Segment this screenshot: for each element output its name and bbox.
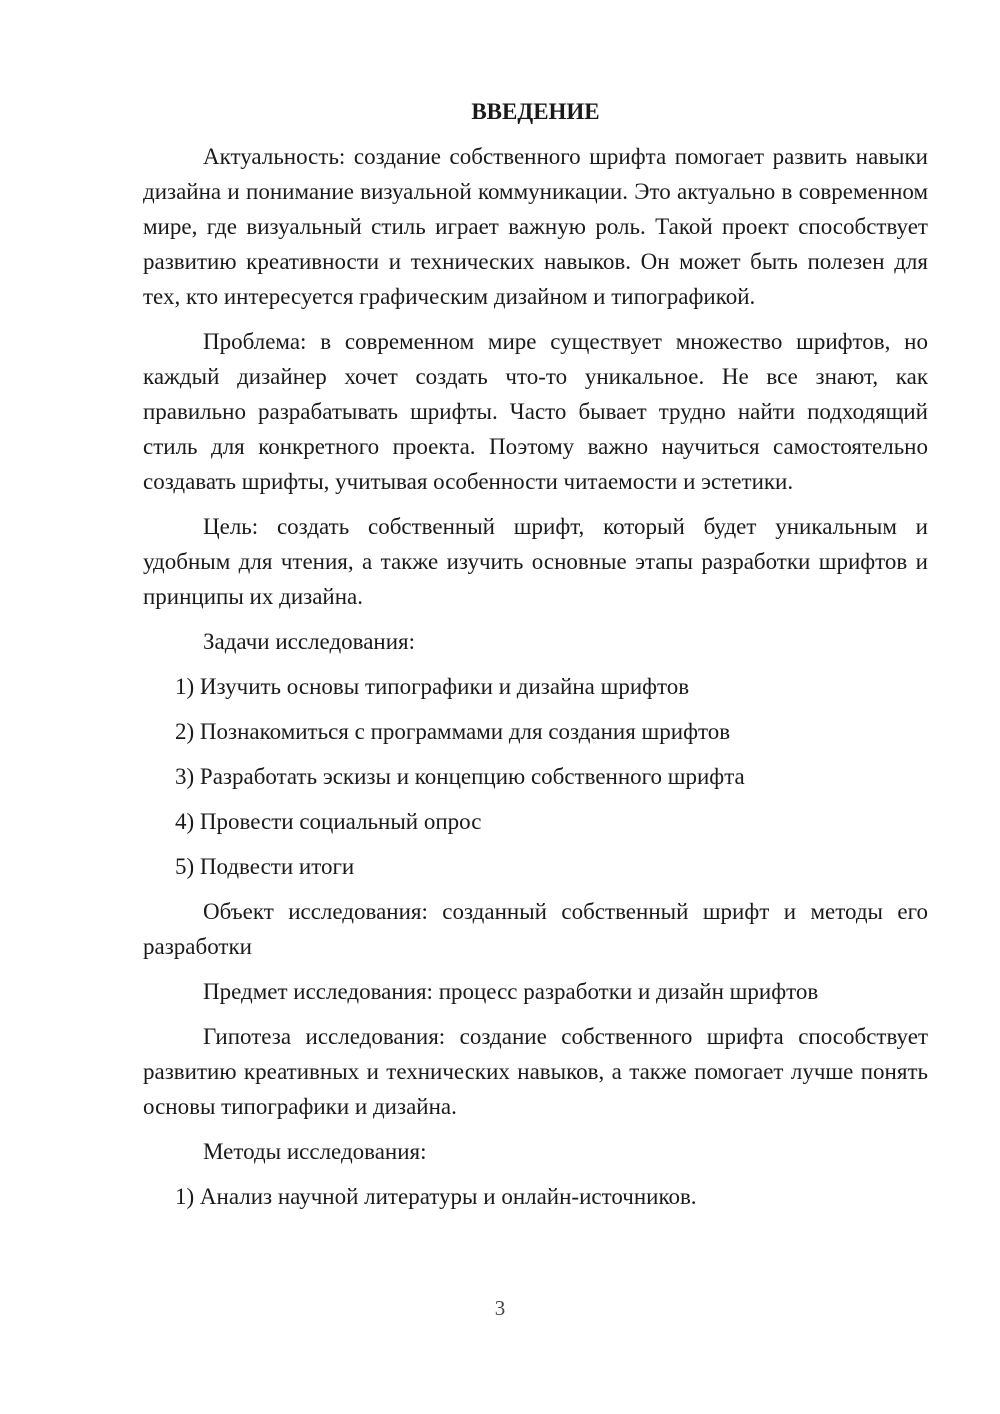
page-title: ВВЕДЕНИЕ: [471, 99, 600, 124]
list-item: 4) Провести социальный опрос: [175, 809, 482, 834]
goal-paragraph: Цель: создать собственный шрифт, который будет уникальным и удобным для чтения, а также изучить основные этапы разработки шрифтов и принципы их дизайна.: [143, 514, 928, 609]
list-item: 1) Изучить основы типографики и дизайна шрифтов: [175, 674, 690, 699]
object-paragraph: Объект исследования: созданный собственный шрифт и методы его разработки: [143, 899, 928, 959]
methods-list: [143, 1179, 928, 1214]
tasks-list: [143, 669, 928, 884]
problem-paragraph: Проблема: в современном мире существует множество шрифтов, но каждый дизайнер хочет создать что-то уникальное. Не все знают, как правильно разрабатывать шрифты. Часто бывает трудно найти подходящий стиль для конкретного проекта. Поэтому важно научиться самостоятельно создавать шрифты, учитывая особенности читаемости и эстетики.: [143, 329, 928, 494]
subject-paragraph: Предмет исследования: процесс разработки и дизайн шрифтов: [203, 979, 819, 1004]
list-item: 2) Познакомиться с программами для создания шрифтов: [175, 719, 731, 744]
list-item: 3) Разработать эскизы и концепцию собственного шрифта: [175, 764, 745, 789]
list-item: 1) Анализ научной литературы и онлайн-источников.: [175, 1184, 697, 1209]
list-item: 5) Подвести итоги: [175, 854, 355, 879]
tasks-title: Задачи исследования:: [203, 629, 416, 654]
relevance-paragraph: Актуальность: создание собственного шрифта помогает развить навыки дизайна и понимание визуальной коммуникации. Это актуально в современном мире, где визуальный стиль играет важную роль. Такой проект способствует развитию креативности и технических навыков. Он может быть полезен для тех, кто интересуется графическим дизайном и типографикой.: [143, 144, 928, 309]
methods-title: Методы исследования:: [203, 1139, 427, 1164]
document-page: [143, 94, 928, 1224]
page-number: 3: [494, 1296, 506, 1320]
hypothesis-paragraph: Гипотеза исследования: создание собственного шрифта способствует развитию креативных и технических навыков, а также помогает лучше понять основы типографики и дизайна.: [143, 1024, 928, 1119]
